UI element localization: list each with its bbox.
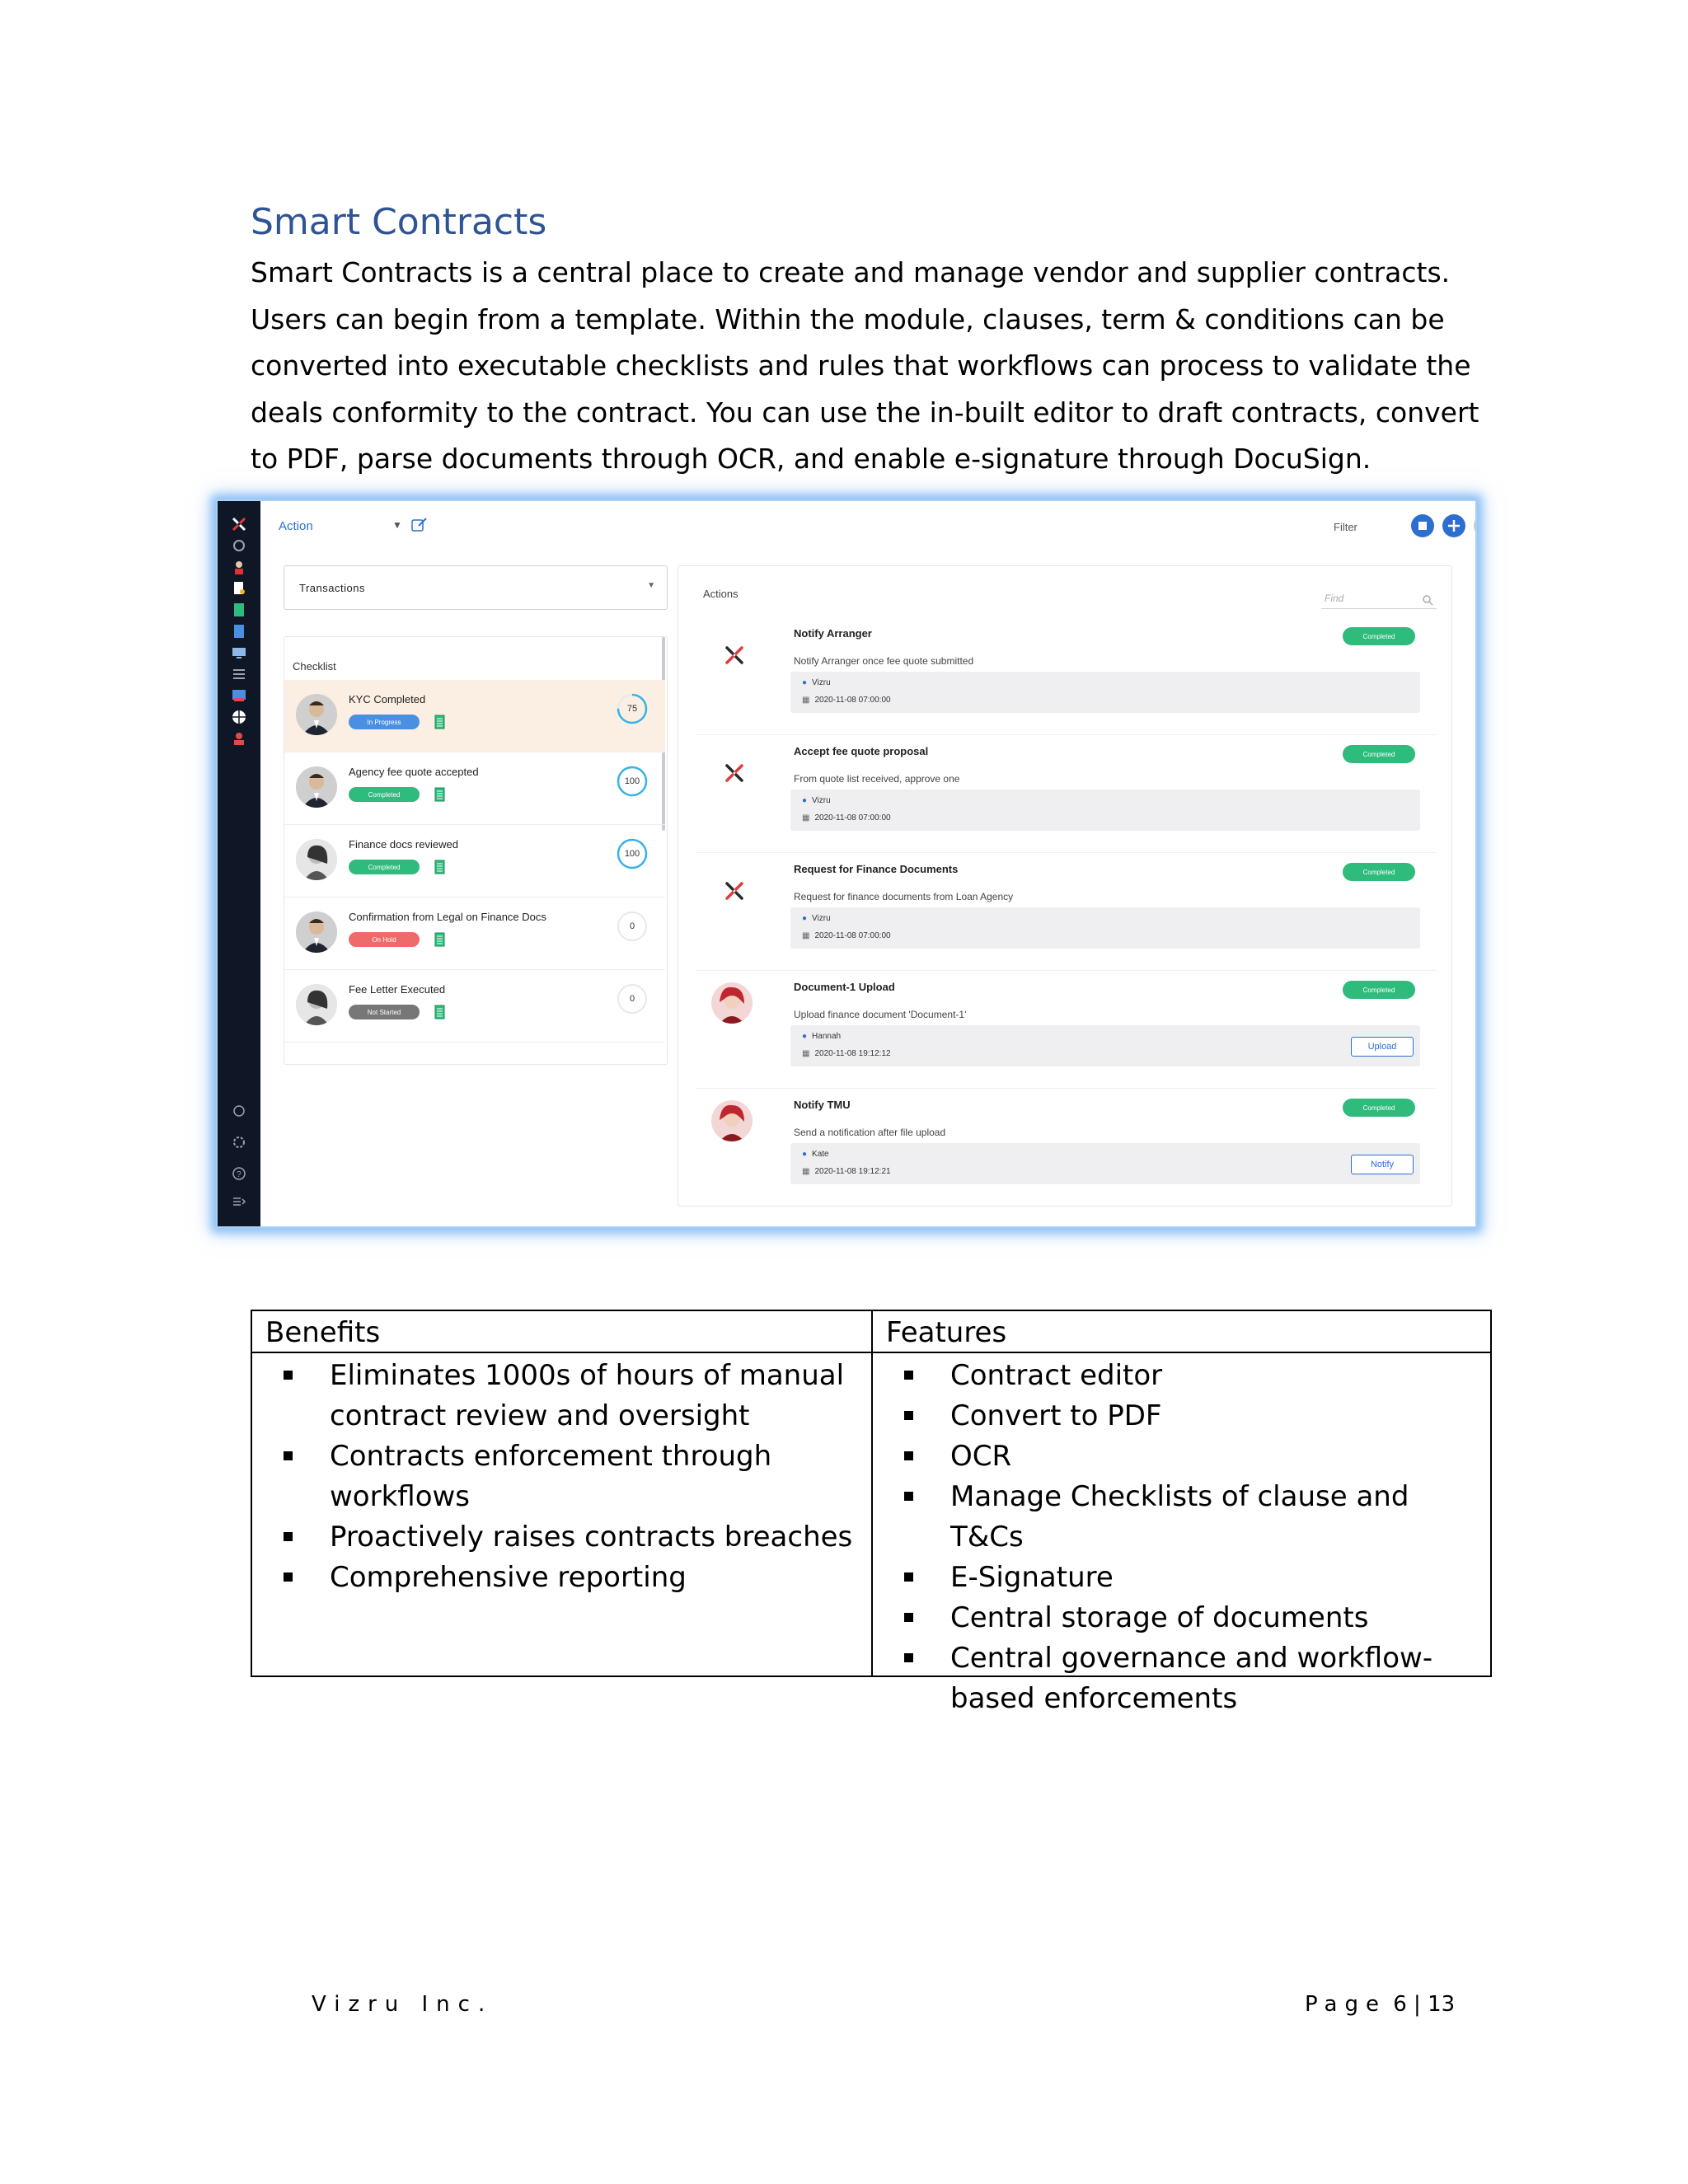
action-user	[802, 1032, 841, 1041]
chevron-down-icon: ▼	[647, 581, 655, 590]
action-item[interactable]	[695, 971, 1437, 1089]
board-icon[interactable]	[231, 687, 247, 704]
avatar	[711, 982, 753, 1024]
checklist-panel	[284, 636, 668, 1065]
action-description: From quote list received, approve one	[794, 773, 960, 785]
monitor-icon[interactable]	[231, 644, 247, 661]
progress-ring	[616, 765, 649, 798]
action-user-name: Vizru	[812, 678, 831, 687]
calendar-icon: ▦	[802, 1049, 810, 1058]
progress-ring	[616, 910, 649, 943]
action-title: Request for Finance Documents	[794, 863, 959, 875]
benefits-features-table	[251, 1310, 1492, 1715]
action-meta	[790, 672, 1420, 713]
search-icon	[1422, 594, 1433, 606]
user-graduate-icon[interactable]	[231, 559, 247, 575]
action-title: Document-1 Upload	[794, 981, 895, 993]
action-description: Notify Arranger once fee quote submitted	[794, 655, 974, 667]
action-user	[802, 796, 831, 805]
user-icon: ●	[802, 678, 808, 687]
notify-button[interactable]: Notify	[1351, 1155, 1414, 1174]
checklist-item-title: Confirmation from Legal on Finance Docs	[349, 911, 546, 923]
avatar	[711, 1100, 753, 1141]
checklist-item-title: Fee Letter Executed	[349, 983, 446, 996]
checklist-item[interactable]	[284, 825, 665, 898]
action-user-name: Vizru	[812, 914, 831, 923]
list-item: E-Signature	[873, 1558, 1483, 1598]
chevron-down-icon[interactable]: ▼	[392, 519, 402, 531]
list-item: OCR	[873, 1436, 1483, 1477]
list-item: Convert to PDF	[873, 1396, 1483, 1436]
help-icon[interactable]	[231, 1165, 247, 1182]
action-date	[802, 1167, 891, 1176]
list-item: Manage Checklists of clause and T&Cs	[873, 1477, 1483, 1558]
checklist-heading: Checklist	[293, 660, 336, 673]
action-description: Request for finance documents from Loan Agency	[794, 891, 1014, 902]
brain-icon[interactable]	[231, 537, 247, 554]
checklist-item[interactable]	[284, 680, 665, 752]
action-title: Notify TMU	[794, 1099, 851, 1111]
calendar-icon: ▦	[802, 813, 810, 823]
user-avatar-icon[interactable]	[1474, 514, 1477, 537]
action-meta	[790, 1025, 1420, 1066]
document-icon[interactable]	[434, 1005, 445, 1019]
team-icon[interactable]	[231, 730, 247, 747]
checklist-item[interactable]	[284, 970, 665, 1043]
status-badge: Completed	[1343, 627, 1415, 645]
app-topbar	[260, 501, 1475, 547]
avatar	[296, 984, 337, 1025]
action-title: Notify Arranger	[794, 627, 872, 640]
intro-paragraph: Smart Contracts is a central place to create and manage vendor and supplier contracts. Users can begin from a template. Within the module, clauses, term & conditions can be converted into executable checklists and rules that workflows can process to validate the deals conformity to the contract. You can use the in-built editor to draft contracts, convert to PDF, parse documents through OCR, and enable e-signature through DocuSign.	[251, 256, 1479, 475]
list-icon[interactable]	[231, 666, 247, 682]
features-list	[873, 1356, 1483, 1719]
benefits-header: Benefits	[265, 1316, 381, 1349]
checklist-item[interactable]	[284, 752, 665, 825]
action-date	[802, 813, 891, 823]
action-meta	[790, 1143, 1420, 1184]
upload-button[interactable]: Upload	[1351, 1037, 1414, 1057]
checklist-item-title: KYC Completed	[349, 693, 426, 705]
status-badge: Completed	[349, 860, 420, 874]
add-icon[interactable]	[1442, 514, 1465, 537]
action-user	[802, 914, 831, 923]
vizru-logo-icon	[716, 755, 753, 791]
find-input[interactable]: Find	[1321, 591, 1437, 609]
progress-value: 0	[629, 921, 635, 931]
calendar-icon: ▦	[802, 696, 810, 705]
action-date-value: 2020-11-08 07:00:00	[814, 696, 891, 705]
action-date	[802, 1049, 891, 1058]
list-item: Eliminates 1000s of hours of manual contract review and oversight	[252, 1356, 862, 1436]
action-menu[interactable]: Action	[279, 519, 313, 533]
progress-ring	[616, 837, 649, 870]
vizru-logo-icon[interactable]	[231, 516, 247, 532]
action-user	[802, 1150, 829, 1159]
spreadsheet-icon[interactable]	[231, 602, 247, 618]
section-title: Smart Contracts	[251, 201, 547, 243]
status-badge: In Progress	[349, 715, 420, 729]
user-icon: ●	[802, 1032, 808, 1041]
action-date-value: 2020-11-08 19:12:21	[814, 1167, 891, 1176]
user-icon: ●	[802, 914, 808, 923]
document-icon[interactable]	[434, 787, 445, 802]
svg-text:?: ?	[237, 1170, 241, 1179]
status-badge: Not Started	[349, 1005, 420, 1019]
progress-value: 100	[624, 849, 640, 859]
calendar-icon[interactable]	[1411, 514, 1434, 537]
table-divider	[252, 1352, 1490, 1353]
benefits-list	[252, 1356, 862, 1598]
action-meta	[790, 790, 1420, 831]
avatar	[296, 694, 337, 735]
action-date	[802, 931, 891, 940]
document-icon[interactable]	[434, 715, 445, 729]
user-icon: ●	[802, 796, 808, 805]
list-item: Comprehensive reporting	[252, 1558, 862, 1598]
progress-ring	[616, 692, 649, 725]
collapse-icon[interactable]	[231, 1193, 247, 1210]
app-sidebar	[218, 501, 260, 1226]
doc-icon[interactable]	[231, 623, 247, 640]
action-user-name: Kate	[812, 1150, 829, 1159]
avatar	[296, 766, 337, 808]
list-item: Proactively raises contracts breaches	[252, 1517, 862, 1558]
status-badge: Completed	[349, 787, 420, 802]
footer-page-number: Page 6 | 13	[1305, 1992, 1456, 2017]
user-icon: ●	[802, 1150, 808, 1159]
action-item[interactable]	[695, 735, 1437, 853]
action-date-value: 2020-11-08 19:12:12	[814, 1049, 891, 1058]
action-description: Send a notification after file upload	[794, 1127, 946, 1138]
list-item: Central storage of documents	[873, 1598, 1483, 1638]
action-date-value: 2020-11-08 07:00:00	[814, 931, 891, 940]
calendar-icon: ▦	[802, 931, 810, 940]
headset-icon[interactable]	[231, 1103, 247, 1119]
vizru-logo-icon	[716, 873, 753, 909]
features-header: Features	[886, 1316, 1007, 1349]
document-icon[interactable]	[434, 932, 445, 947]
progress-value: 100	[624, 776, 640, 786]
action-item[interactable]	[695, 617, 1437, 735]
status-badge: Completed	[1343, 981, 1415, 999]
action-item[interactable]	[695, 1089, 1437, 1207]
actions-panel	[678, 565, 1452, 1207]
transactions-select[interactable]: Transactions ▼	[284, 565, 668, 610]
list-item: Central governance and workflow-based enforcements	[873, 1638, 1483, 1719]
action-meta	[790, 907, 1420, 949]
footer-company: Vizru Inc.	[312, 1992, 494, 2017]
settings-icon[interactable]	[231, 1134, 247, 1151]
action-user	[802, 678, 831, 687]
action-description: Upload finance document 'Document-1'	[794, 1009, 967, 1020]
avatar	[296, 839, 337, 880]
status-badge: Completed	[1343, 1099, 1415, 1117]
checklist-item-title: Agency fee quote accepted	[349, 766, 479, 778]
avatar	[296, 912, 337, 953]
progress-ring	[616, 982, 649, 1015]
status-badge: On Hold	[349, 932, 420, 947]
action-title: Accept fee quote proposal	[794, 745, 929, 757]
edit-icon[interactable]	[410, 516, 429, 534]
status-badge: Completed	[1343, 863, 1415, 881]
list-item: Contracts enforcement through workflows	[252, 1436, 862, 1517]
actions-heading: Actions	[703, 588, 738, 600]
app-screenshot	[216, 499, 1477, 1228]
document-icon[interactable]	[434, 860, 445, 874]
action-item[interactable]	[695, 853, 1437, 971]
checklist-item-title: Finance docs reviewed	[349, 838, 458, 851]
action-date	[802, 696, 891, 705]
vizru-logo-icon	[716, 637, 753, 673]
list-item: Contract editor	[873, 1356, 1483, 1396]
status-badge: Completed	[1343, 745, 1415, 763]
document-search-icon[interactable]	[231, 580, 247, 597]
calendar-icon: ▦	[802, 1167, 810, 1176]
action-date-value: 2020-11-08 07:00:00	[814, 813, 891, 823]
filter-button[interactable]: Filter	[1334, 521, 1357, 533]
progress-value: 0	[629, 994, 635, 1004]
action-user-name: Vizru	[812, 796, 831, 805]
progress-value: 75	[626, 704, 638, 714]
globe-icon[interactable]	[231, 709, 247, 725]
action-user-name: Hannah	[812, 1032, 842, 1041]
checklist-item[interactable]	[284, 898, 665, 970]
